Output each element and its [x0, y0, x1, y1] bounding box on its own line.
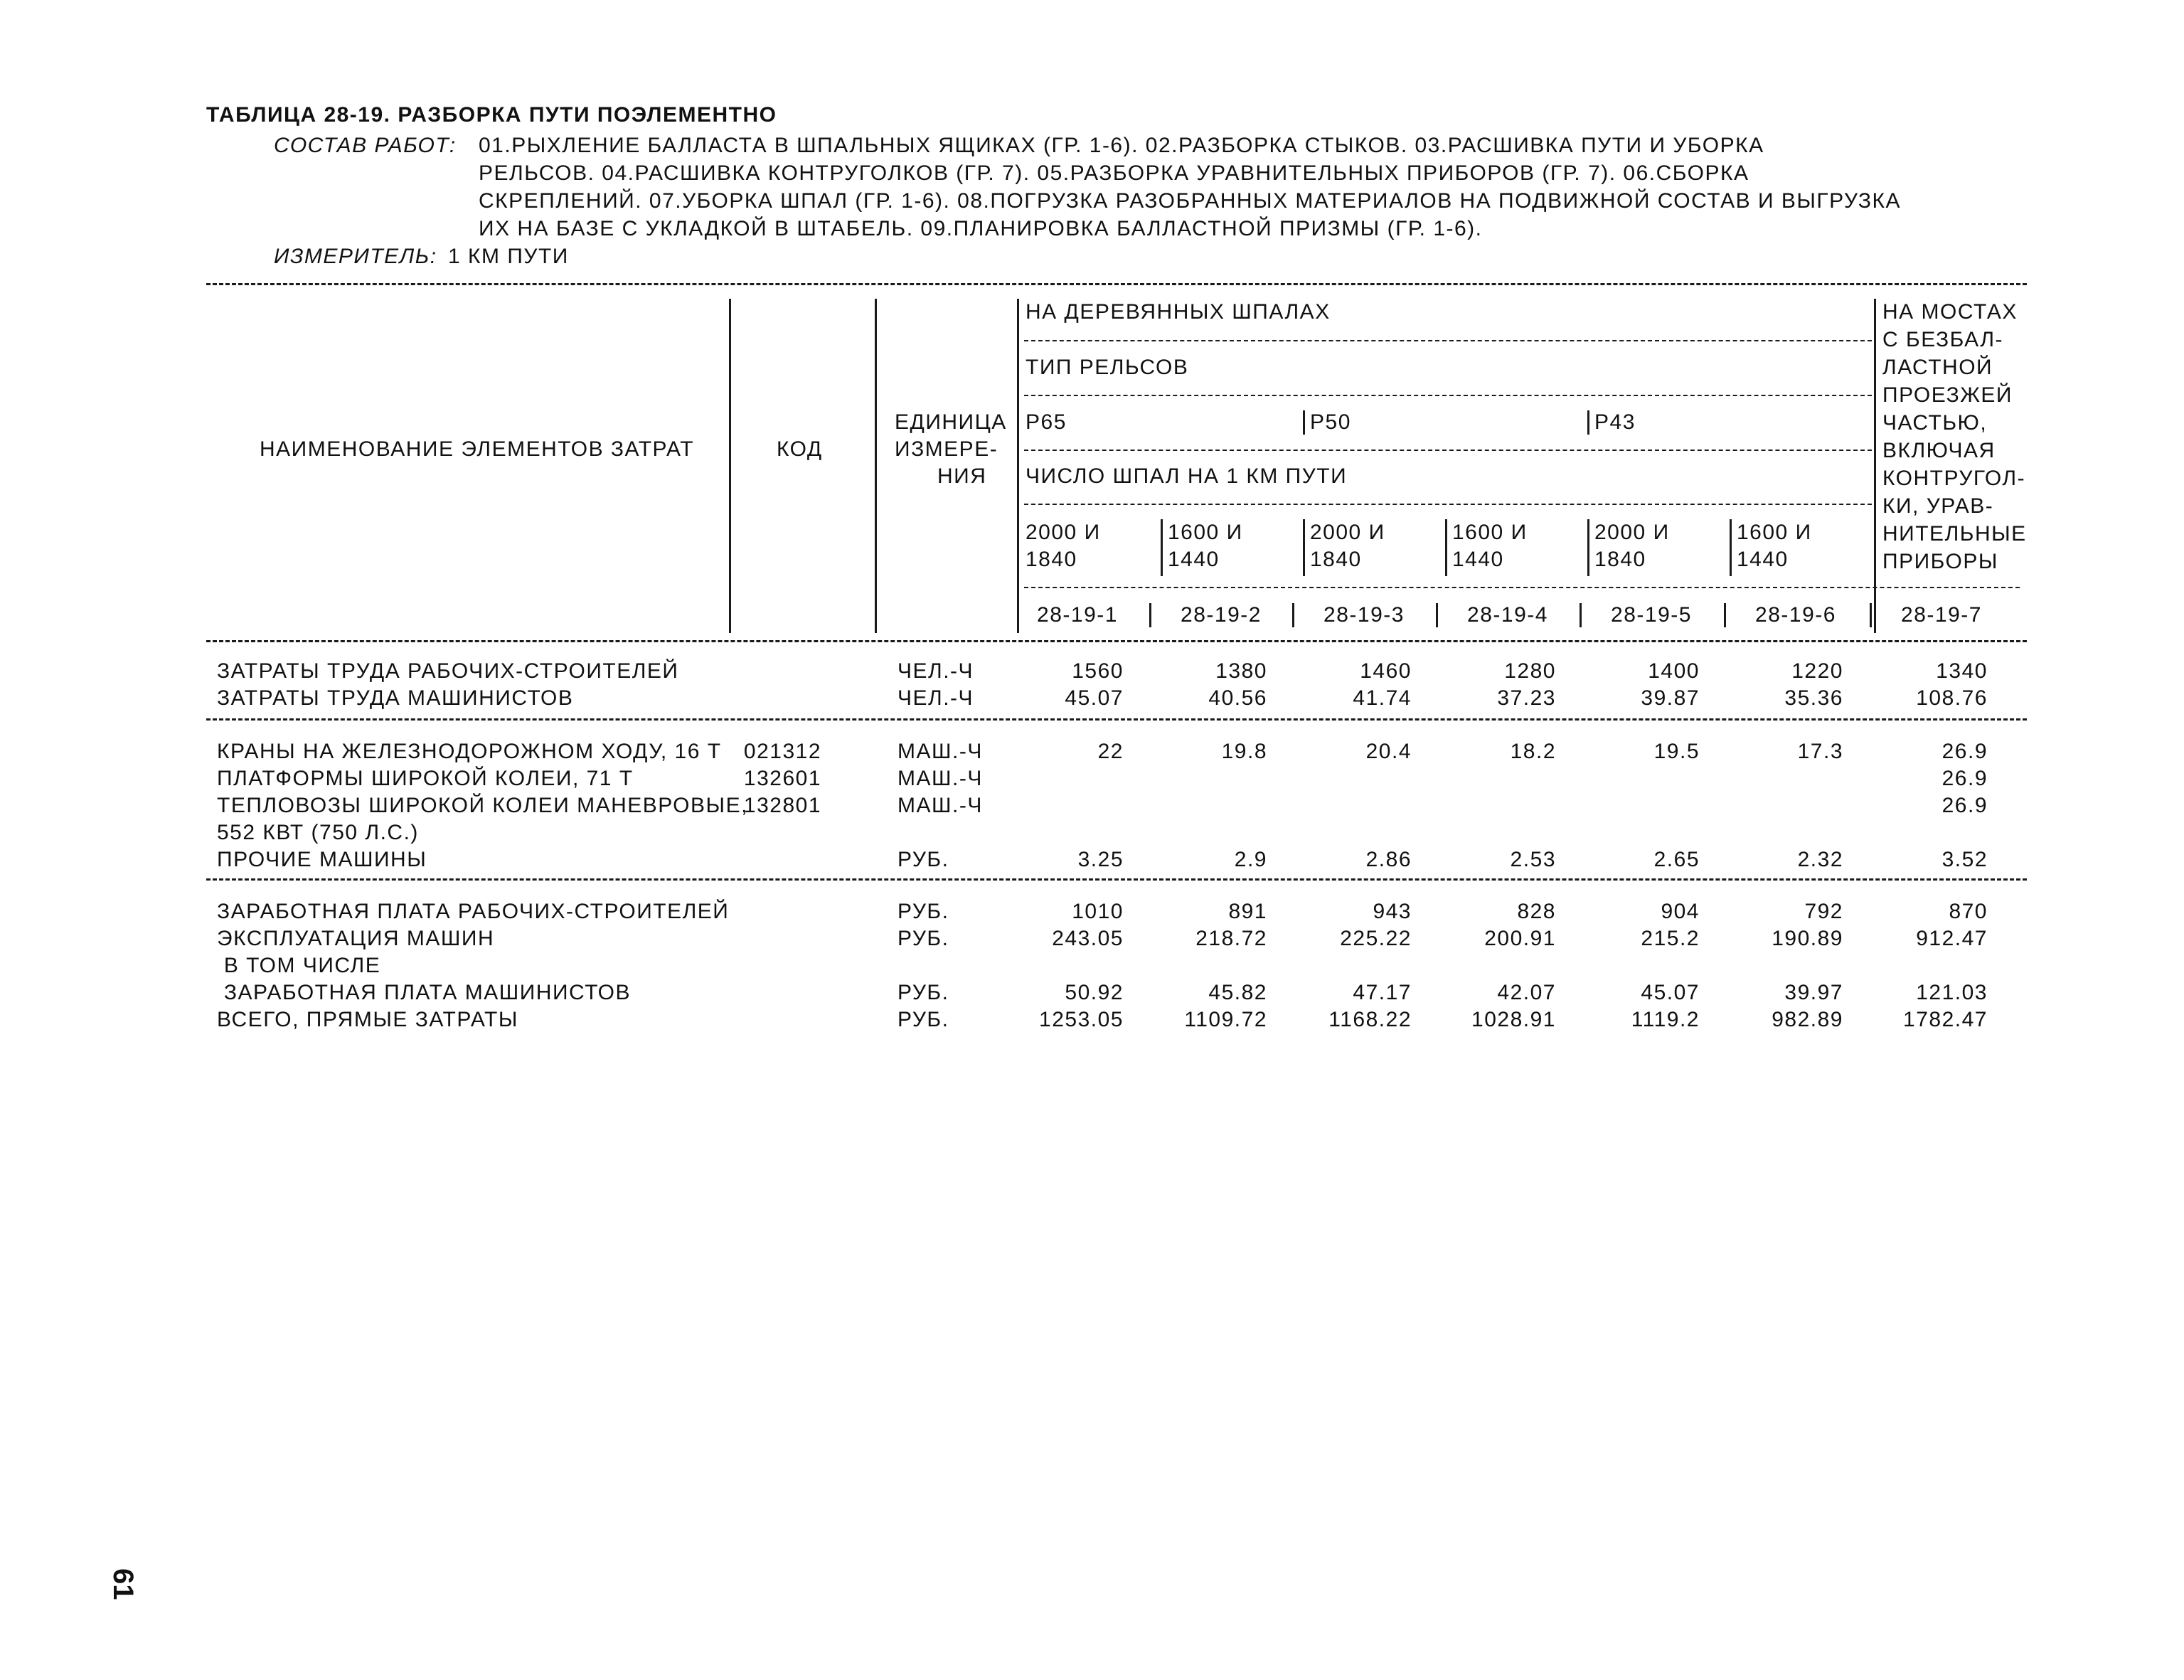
header-unit-1: ЕДИНИЦА: [895, 410, 1007, 434]
row-unit: РУБ.: [897, 1008, 949, 1031]
row-value: 2.86: [1365, 848, 1412, 871]
row-value: 1782.47: [1903, 1008, 1988, 1031]
row-value: 35.36: [1784, 686, 1843, 710]
header-unit-2: ИЗМЕРЕ-: [895, 437, 998, 461]
row-value: 39.97: [1784, 981, 1843, 1004]
row-value: 40.56: [1208, 686, 1267, 710]
row-value: 912.47: [1916, 927, 1988, 950]
sleeper-count-bottom: 1840: [1594, 548, 1646, 571]
sleeper-divider: [1587, 519, 1589, 576]
row-name: КРАНЫ НА ЖЕЛЕЗНОДОРОЖНОМ ХОДУ, 16 Т: [217, 740, 722, 763]
row-name: ЗАТРАТЫ ТРУДА МАШИНИСТОВ: [217, 686, 574, 710]
sleeper-divider: [1161, 519, 1163, 576]
row-value: 792: [1804, 900, 1843, 923]
header-wood: НА ДЕРЕВЯННЫХ ШПАЛАХ: [1026, 300, 1331, 324]
sleeper-count-bottom: 1440: [1737, 548, 1789, 571]
header-bridges-line: КИ, УРАВ-: [1882, 494, 1994, 518]
header-bridges-line: КОНТРУГОЛ-: [1882, 467, 2026, 490]
work-line-1: 01.РЫХЛЕНИЕ БАЛЛАСТА В ШПАЛЬНЫХ ЯЩИКАХ (ГР. 1-6). 02.РАЗБОРКА СТЫКОВ. 03.РАСШИВКА ПУТИ И УБОРКА: [479, 134, 1764, 157]
sleeper-count-bottom: 1440: [1452, 548, 1504, 571]
row-unit: РУБ.: [897, 848, 949, 871]
header-bridges-line: ПРИБОРЫ: [1882, 550, 1998, 573]
col-divider-bridges: [1874, 299, 1876, 633]
row-value: 870: [1949, 900, 1988, 923]
row-value: 19.5: [1653, 740, 1700, 763]
row-code: 021312: [743, 740, 821, 763]
header-rule-1: [1024, 340, 1872, 341]
sleeper-count-bottom: 1840: [1310, 548, 1362, 571]
row-name: ЗАРАБОТНАЯ ПЛАТА МАШИНИСТОВ: [217, 981, 632, 1004]
header-bridges-line: С БЕЗБАЛ-: [1882, 328, 2004, 351]
row-value: 190.89: [1772, 927, 1843, 950]
row-value: 20.4: [1365, 740, 1412, 763]
sleeper-count-top: 1600 И: [1737, 521, 1812, 544]
column-code: 28-19-4: [1467, 603, 1548, 627]
row-value: 22: [1097, 740, 1124, 763]
row-value: 121.03: [1916, 981, 1988, 1004]
row-value: 2.32: [1797, 848, 1843, 871]
header-code: КОД: [777, 437, 823, 461]
row-name: ПЛАТФОРМЫ ШИРОКОЙ КОЛЕИ, 71 Т: [217, 767, 634, 790]
code-divider: [1292, 603, 1294, 627]
sleeper-count-bottom: 1440: [1168, 548, 1220, 571]
row-value: 1119.2: [1631, 1008, 1700, 1031]
meter-label: ИЗМЕРИТЕЛЬ:: [274, 245, 437, 268]
row-value: 1380: [1215, 659, 1267, 683]
row-value: 1560: [1072, 659, 1124, 683]
row-value: 215.2: [1641, 927, 1700, 950]
row-value: 828: [1517, 900, 1556, 923]
row-unit: ЧЕЛ.-Ч: [897, 659, 974, 683]
col-divider-name: [729, 299, 731, 633]
row-value: 45.82: [1208, 981, 1267, 1004]
row-code: 132601: [743, 767, 821, 790]
row-unit: МАШ.-Ч: [897, 767, 983, 790]
row-name: 552 КВТ (750 Л.С.): [217, 821, 419, 844]
row-unit: РУБ.: [897, 981, 949, 1004]
row-unit: РУБ.: [897, 927, 949, 950]
code-divider: [1436, 603, 1438, 627]
row-value: 904: [1661, 900, 1700, 923]
header-bottom-rule: [206, 640, 2027, 642]
column-code: 28-19-6: [1755, 603, 1836, 627]
row-name: ЭКСПЛУАТАЦИЯ МАШИН: [217, 927, 495, 950]
row-value: 45.07: [1641, 981, 1700, 1004]
rail-divider-2: [1587, 410, 1589, 435]
rail-divider-1: [1303, 410, 1305, 435]
row-name: ТЕПЛОВОЗЫ ШИРОКОЙ КОЛЕИ МАНЕВРОВЫЕ,: [217, 794, 748, 817]
header-unit-3: НИЯ: [937, 464, 987, 488]
sleeper-divider: [1303, 519, 1305, 576]
row-value: 982.89: [1772, 1008, 1843, 1031]
row-value: 47.17: [1353, 981, 1412, 1004]
sleeper-divider: [1445, 519, 1447, 576]
code-divider: [1580, 603, 1582, 627]
row-value: 37.23: [1497, 686, 1556, 710]
row-value: 1400: [1648, 659, 1700, 683]
row-value: 1028.91: [1471, 1008, 1556, 1031]
column-code: 28-19-2: [1181, 603, 1262, 627]
header-top-rule: [206, 283, 2027, 285]
rail-p50: Р50: [1310, 410, 1351, 434]
row-value: 943: [1373, 900, 1412, 923]
work-line-2: РЕЛЬСОВ. 04.РАСШИВКА КОНТРУГОЛКОВ (ГР. 7). 05.РАЗБОРКА УРАВНИТЕЛЬНЫХ ПРИБОРОВ (ГР. 7). 06.СБОРКА: [479, 161, 1749, 185]
header-rule-5: [1024, 587, 2020, 588]
header-bridges-line: НИТЕЛЬНЫЕ: [1882, 522, 2027, 546]
row-value: 39.87: [1641, 686, 1700, 710]
sleeper-count-top: 1600 И: [1452, 521, 1528, 544]
row-value: 200.91: [1484, 927, 1556, 950]
section-rule-1: [206, 718, 2027, 721]
header-rule-2: [1024, 395, 1872, 396]
page-number: 61: [107, 1568, 139, 1600]
row-value: 42.07: [1497, 981, 1556, 1004]
header-rail-type: ТИП РЕЛЬСОВ: [1026, 356, 1189, 379]
row-value: 1280: [1504, 659, 1556, 683]
col-divider-unit: [1017, 299, 1019, 633]
row-value: 1010: [1072, 900, 1124, 923]
row-value: 1253.05: [1039, 1008, 1124, 1031]
row-value: 2.65: [1653, 848, 1700, 871]
header-rule-3: [1024, 450, 1872, 451]
row-value: 1168.22: [1328, 1008, 1412, 1031]
row-value: 19.8: [1221, 740, 1267, 763]
row-name: ЗАТРАТЫ ТРУДА РАБОЧИХ-СТРОИТЕЛЕЙ: [217, 659, 679, 683]
row-value: 26.9: [1941, 767, 1988, 790]
header-bridges-line: ЧАСТЬЮ,: [1882, 411, 1988, 435]
row-value: 891: [1228, 900, 1267, 923]
work-line-3: СКРЕПЛЕНИЙ. 07.УБОРКА ШПАЛ (ГР. 1-6). 08.ПОГРУЗКА РАЗОБРАННЫХ МАТЕРИАЛОВ НА ПОДВИЖНОЙ СОСТАВ И ВЫГРУЗКА: [479, 189, 1902, 213]
row-value: 45.07: [1065, 686, 1124, 710]
row-name: ЗАРАБОТНАЯ ПЛАТА РАБОЧИХ-СТРОИТЕЛЕЙ: [217, 900, 730, 923]
row-value: 218.72: [1195, 927, 1267, 950]
row-value: 1460: [1360, 659, 1412, 683]
table-title: ТАБЛИЦА 28-19. РАЗБОРКА ПУТИ ПОЭЛЕМЕНТНО: [206, 103, 777, 127]
rail-p43: Р43: [1594, 410, 1636, 434]
row-unit: РУБ.: [897, 900, 949, 923]
row-value: 243.05: [1052, 927, 1124, 950]
sleeper-count-top: 2000 И: [1310, 521, 1385, 544]
header-bridges-line: ЛАСТНОЙ: [1882, 356, 1993, 379]
row-value: 50.92: [1065, 981, 1124, 1004]
row-value: 2.9: [1234, 848, 1267, 871]
row-value: 3.25: [1077, 848, 1124, 871]
sleeper-count-bottom: 1840: [1026, 548, 1077, 571]
row-value: 17.3: [1797, 740, 1843, 763]
row-value: 108.76: [1916, 686, 1988, 710]
row-value: 2.53: [1510, 848, 1556, 871]
row-value: 1340: [1936, 659, 1988, 683]
row-value: 18.2: [1510, 740, 1556, 763]
column-code: 28-19-7: [1901, 603, 1982, 627]
row-value: 1109.72: [1184, 1008, 1267, 1031]
sleeper-count-top: 1600 И: [1168, 521, 1243, 544]
rail-p65: Р65: [1026, 410, 1067, 434]
column-code: 28-19-1: [1037, 603, 1118, 627]
code-divider: [1870, 603, 1872, 627]
code-divider: [1724, 603, 1726, 627]
row-unit: МАШ.-Ч: [897, 794, 983, 817]
header-name: НАИМЕНОВАНИЕ ЭЛЕМЕНТОВ ЗАТРАТ: [260, 437, 695, 461]
sleeper-count-top: 2000 И: [1594, 521, 1670, 544]
row-value: 225.22: [1340, 927, 1412, 950]
row-name: ВСЕГО, ПРЯМЫЕ ЗАТРАТЫ: [217, 1008, 518, 1031]
column-code: 28-19-5: [1611, 603, 1692, 627]
row-value: 1220: [1791, 659, 1843, 683]
sleeper-divider: [1730, 519, 1732, 576]
col-divider-code: [875, 299, 877, 633]
row-value: 41.74: [1353, 686, 1412, 710]
code-divider: [1149, 603, 1151, 627]
header-rule-4: [1024, 504, 1872, 505]
work-line-4: ИХ НА БАЗЕ С УКЛАДКОЙ В ШТАБЕЛЬ. 09.ПЛАНИРОВКА БАЛЛАСТНОЙ ПРИЗМЫ (ГР. 1-6).: [479, 217, 1483, 240]
section-rule-2: [206, 878, 2027, 881]
row-value: 26.9: [1941, 794, 1988, 817]
header-sleepers: ЧИСЛО ШПАЛ НА 1 КМ ПУТИ: [1026, 464, 1348, 488]
row-name: В ТОМ ЧИСЛЕ: [217, 954, 381, 977]
row-value: 3.52: [1941, 848, 1988, 871]
row-code: 132801: [743, 794, 821, 817]
sleeper-count-top: 2000 И: [1026, 521, 1101, 544]
header-bridges-line: ВКЛЮЧАЯ: [1882, 439, 1996, 462]
header-bridges-line: ПРОЕЗЖЕЙ: [1882, 383, 2013, 407]
row-unit: ЧЕЛ.-Ч: [897, 686, 974, 710]
row-value: 26.9: [1941, 740, 1988, 763]
row-name: ПРОЧИЕ МАШИНЫ: [217, 848, 427, 871]
header-bridges-line: НА МОСТАХ: [1882, 300, 2018, 324]
meter-value: 1 КМ ПУТИ: [448, 245, 569, 268]
column-code: 28-19-3: [1323, 603, 1405, 627]
row-unit: МАШ.-Ч: [897, 740, 983, 763]
work-label: СОСТАВ РАБОТ:: [274, 134, 457, 157]
